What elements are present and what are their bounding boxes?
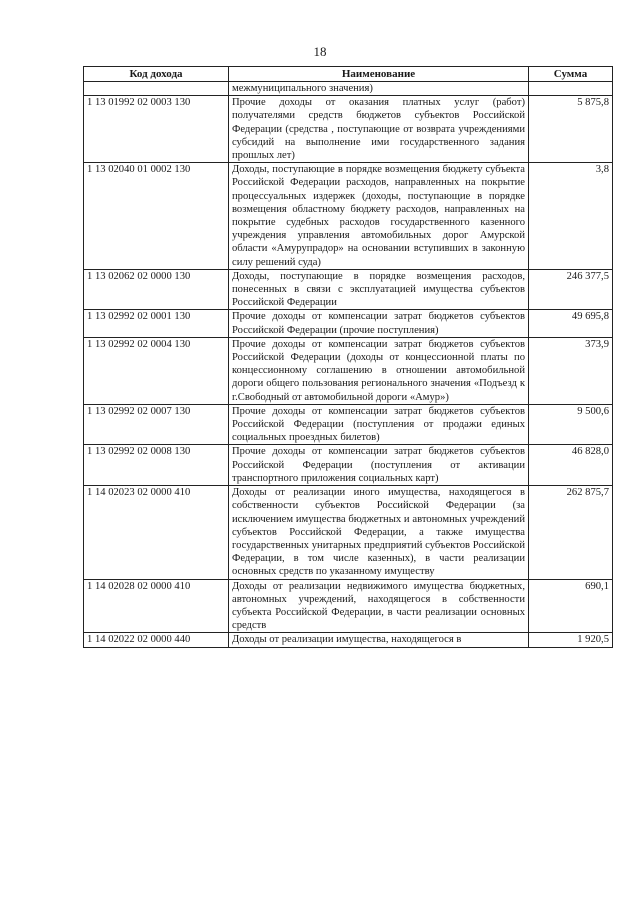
revenue-code-cell: 1 13 02992 02 0007 130 bbox=[84, 404, 229, 445]
revenue-name-cell: Прочие доходы от компенсации затрат бюджетов субъектов Российской Федерации (поступления от активации транспортного приложения социальных карт) bbox=[229, 445, 529, 486]
revenue-sum-cell: 690,1 bbox=[529, 579, 613, 633]
revenue-sum-cell: 262 875,7 bbox=[529, 486, 613, 579]
revenue-name-cell: Прочие доходы от компенсации затрат бюджетов субъектов Российской Федерации (доходы от концессионной платы по концессионному соглашению в отношении автомобильной дороги общего пользования регионального значения «Подъезд к г.Свободный от автомобильной дороги «Амур») bbox=[229, 337, 529, 404]
table-row bbox=[84, 96, 613, 163]
revenue-code-cell: 1 14 02023 02 0000 410 bbox=[84, 486, 229, 579]
table-row bbox=[84, 445, 613, 486]
revenue-code-cell: 1 13 02062 02 0000 130 bbox=[84, 269, 229, 310]
revenue-name-cell: Доходы от реализации недвижимого имущества бюджетных, автономных учреждений, находящегося в собственности субъекта Российской Федерации, в части реализации основных средств bbox=[229, 579, 529, 633]
revenue-name-cell: Доходы, поступающие в порядке возмещения бюджету субъекта Российской Федерации расходов, направленных на покрытие процессуальных издержек (доходы, поступающие в порядке возмещения областному бюджету расходов, направленных на покрытие судебных расходов государственного казенного учреждения управления автомобильных дорог Амурской области «Амурупрадор» на основании вступивших в законную силу решений суда) bbox=[229, 163, 529, 270]
table-row bbox=[84, 633, 613, 647]
table-row bbox=[84, 269, 613, 310]
table-row bbox=[84, 82, 613, 96]
revenue-sum-cell: 49 695,8 bbox=[529, 310, 613, 337]
table-row bbox=[84, 310, 613, 337]
table-row bbox=[84, 337, 613, 404]
table-header-row bbox=[84, 67, 613, 82]
revenue-sum-cell: 5 875,8 bbox=[529, 96, 613, 163]
table-row bbox=[84, 486, 613, 579]
revenue-sum-cell bbox=[529, 82, 613, 96]
revenue-code-cell: 1 13 02992 02 0004 130 bbox=[84, 337, 229, 404]
revenue-sum-cell: 373,9 bbox=[529, 337, 613, 404]
revenue-name-cell: Доходы от реализации иного имущества, находящегося в собственности субъектов Российской Федерации (за исключением имущества бюджетных и автономных учреждений субъектов Российской Федерации, а также имущества государственных унитарных предприятий субъектов Российской Федерации, в том числе казенных), в части реализации основных средств по указанному имуществу bbox=[229, 486, 529, 579]
revenue-sum-cell: 3,8 bbox=[529, 163, 613, 270]
revenue-name-cell: Прочие доходы от оказания платных услуг (работ) получателями средств бюджетов субъектов Российской Федерации (средства , поступающие от возврата учреждениями субсидий на выполнение ими государственного задания прошлых лет) bbox=[229, 96, 529, 163]
revenue-sum-cell: 1 920,5 bbox=[529, 633, 613, 647]
revenue-name-cell: Доходы от реализации имущества, находящегося в bbox=[229, 633, 529, 647]
header-code: Код дохода bbox=[84, 67, 229, 82]
revenue-code-cell: 1 14 02022 02 0000 440 bbox=[84, 633, 229, 647]
revenue-name-cell: Прочие доходы от компенсации затрат бюджетов субъектов Российской Федерации (поступления от продажи единых социальных проездных билетов) bbox=[229, 404, 529, 445]
revenue-code-cell: 1 13 02992 02 0008 130 bbox=[84, 445, 229, 486]
revenue-sum-cell: 9 500,6 bbox=[529, 404, 613, 445]
revenue-code-cell: 1 13 02992 02 0001 130 bbox=[84, 310, 229, 337]
revenue-code-cell: 1 13 02040 01 0002 130 bbox=[84, 163, 229, 270]
table-row bbox=[84, 404, 613, 445]
page-number: 18 bbox=[313, 44, 327, 59]
table-row bbox=[84, 163, 613, 270]
revenue-sum-cell: 46 828,0 bbox=[529, 445, 613, 486]
revenue-sum-cell: 246 377,5 bbox=[529, 269, 613, 310]
revenue-name-cell: межмуниципального значения) bbox=[229, 82, 529, 96]
revenue-code-cell bbox=[84, 82, 229, 96]
revenue-code-cell: 1 13 01992 02 0003 130 bbox=[84, 96, 229, 163]
revenue-table bbox=[83, 66, 613, 648]
header-name: Наименование bbox=[229, 67, 529, 82]
header-sum: Сумма bbox=[529, 67, 613, 82]
revenue-code-cell: 1 14 02028 02 0000 410 bbox=[84, 579, 229, 633]
table-row bbox=[84, 579, 613, 633]
revenue-name-cell: Прочие доходы от компенсации затрат бюджетов субъектов Российской Федерации (прочие поступления) bbox=[229, 310, 529, 337]
revenue-name-cell: Доходы, поступающие в порядке возмещения расходов, понесенных в связи с эксплуатацией имущества субъектов Российской Федерации bbox=[229, 269, 529, 310]
